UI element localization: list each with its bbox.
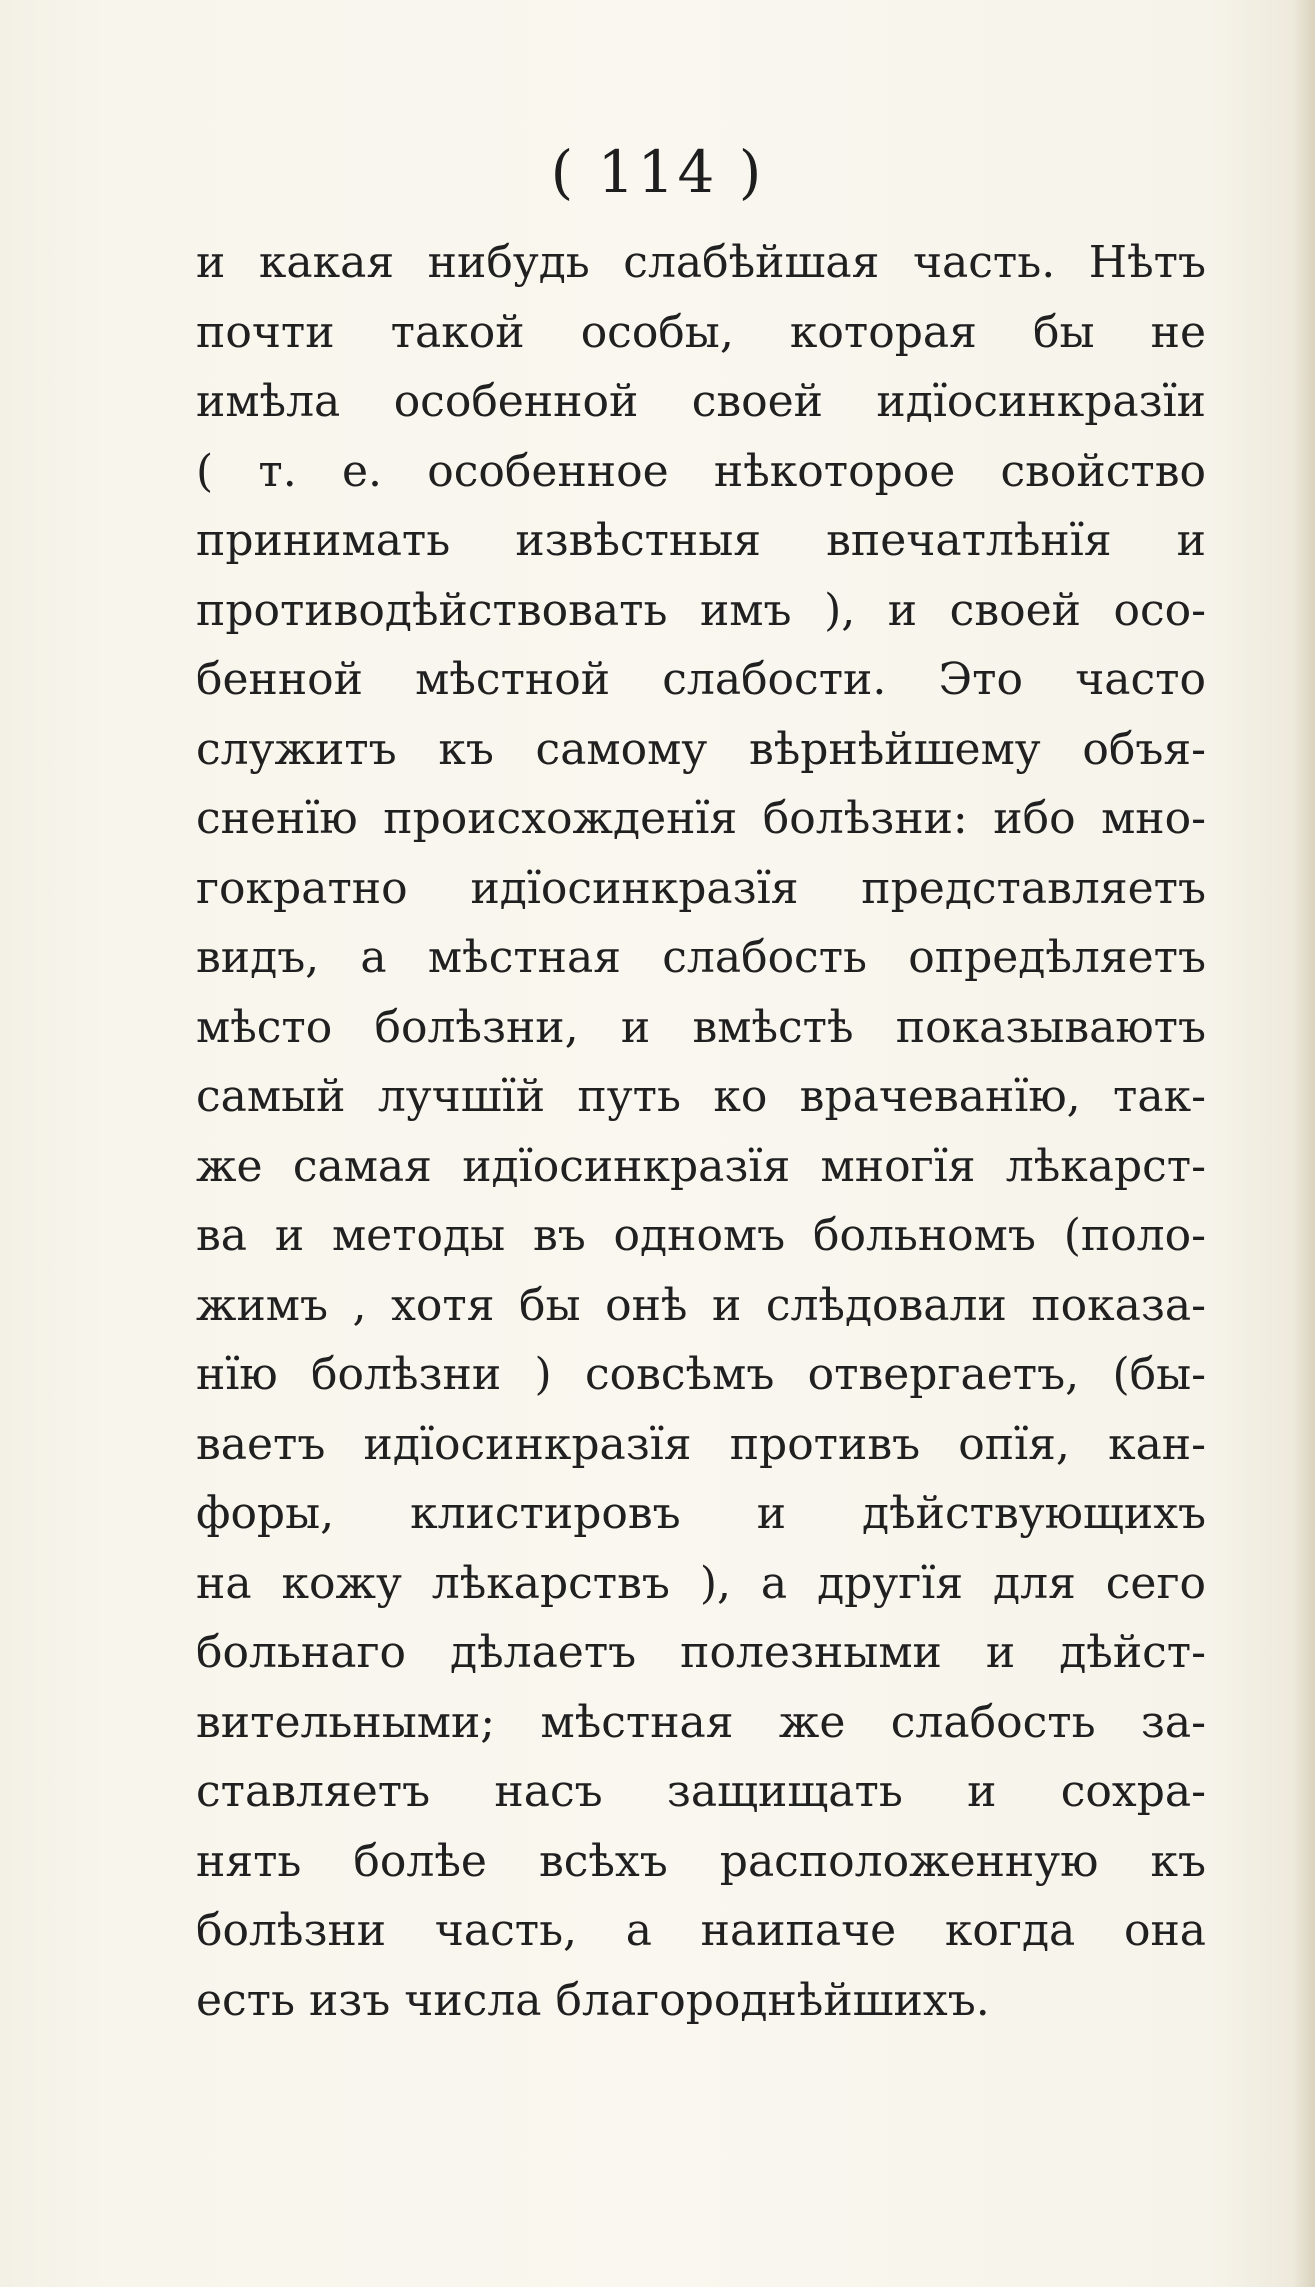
text-line: ваетъ идїосинкразїя противъ опїя, кан- bbox=[196, 1418, 1206, 1470]
text-line: ( т. е. особенное нѣкоторое свойство bbox=[196, 445, 1206, 497]
text-line: больнаго дѣлаетъ полезными и дѣйст- bbox=[196, 1627, 1206, 1678]
page-edge-shadow bbox=[1293, 0, 1315, 2287]
text-line: есть изъ числа благороднѣйшихъ. bbox=[196, 1974, 990, 2026]
text-line: сненїю происхожденїя болѣзни: ибо мно- bbox=[196, 793, 1206, 844]
text-line: почти такой особы, которая бы не bbox=[196, 306, 1206, 358]
text-line: же самая идїосинкразїя многїя лѣкарст- bbox=[196, 1140, 1206, 1192]
text-line: вительными; мѣстная же слабость за- bbox=[196, 1696, 1206, 1748]
text-line: болѣзни часть, а наипаче когда она bbox=[196, 1905, 1206, 1956]
text-line: на кожу лѣкарствъ ), а другїя для сего bbox=[196, 1557, 1206, 1609]
page-number: ( 114 ) bbox=[550, 138, 765, 206]
text-line: гократно идїосинкразїя представляетъ bbox=[196, 862, 1206, 914]
text-line: имѣла особенной своей идїосинкразїи bbox=[196, 376, 1206, 427]
text-line: и какая нибудь слабѣйшая часть. Нѣтъ bbox=[196, 237, 1206, 288]
text-line: служитъ къ самому вѣрнѣйшему объя- bbox=[196, 723, 1206, 775]
text-line: принимать извѣстныя впечатлѣнїя и bbox=[196, 515, 1206, 566]
page-body-text bbox=[196, 228, 1206, 2035]
text-line: ставляетъ насъ защищать и сохра- bbox=[196, 1766, 1206, 1817]
text-line: противодѣйствовать имъ ), и своей осо- bbox=[196, 584, 1206, 636]
text-line: нїю болѣзни ) совсѣмъ отвергаетъ, (бы- bbox=[196, 1349, 1206, 1400]
text-line: нять болѣе всѣхъ расположенную къ bbox=[196, 1835, 1206, 1887]
text-line: мѣсто болѣзни, и вмѣстѣ показываютъ bbox=[196, 1001, 1206, 1053]
text-line: самый лучшїй путь ко врачеванїю, так- bbox=[196, 1071, 1206, 1122]
text-line: видъ, а мѣстная слабость опредѣляетъ bbox=[196, 932, 1206, 983]
text-line: жимъ , хотя бы онѣ и слѣдовали показа- bbox=[196, 1279, 1206, 1331]
text-line: форы, клистировъ и дѣйствующихъ bbox=[196, 1488, 1206, 1539]
text-line: ва и методы въ одномъ больномъ (поло- bbox=[196, 1210, 1206, 1261]
text-line: бенной мѣстной слабости. Это часто bbox=[196, 654, 1206, 705]
